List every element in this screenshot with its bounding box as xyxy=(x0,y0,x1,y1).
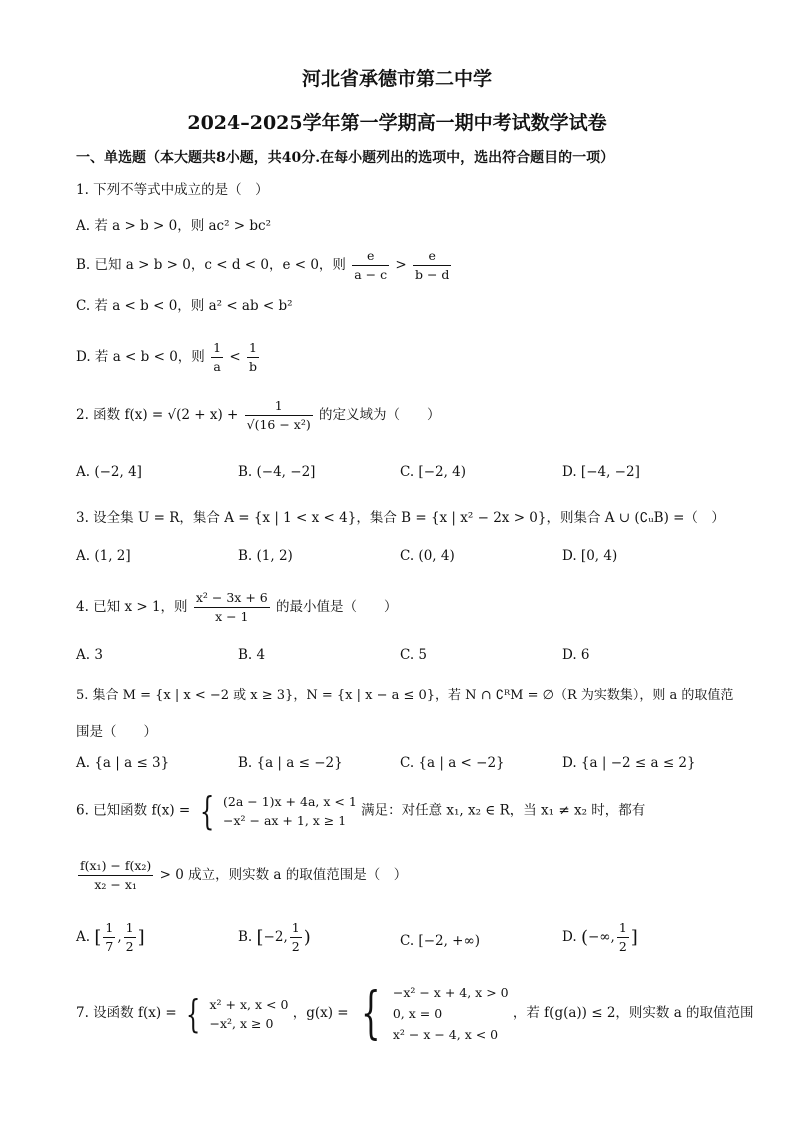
q1-option-b xyxy=(76,248,453,283)
q2-text-end: 的定义域为（ ） xyxy=(319,407,441,423)
close-bracket: ] xyxy=(137,927,145,948)
section-heading: 一、单选题（本大题共8小题，共40分.在每小题列出的选项中，选出符合题目的一项） xyxy=(76,150,615,166)
option-label: D. xyxy=(562,929,577,945)
q1-option-a: A. 若 a > b > 0，则 ac² > bc² xyxy=(76,218,272,234)
denominator: √(16 − x²) xyxy=(246,417,311,432)
open-bracket: [ xyxy=(256,927,264,948)
q1-option-d xyxy=(76,340,261,375)
q3-option-b: B. (1, 2) xyxy=(238,548,293,564)
q5-option-a: A. {a | a ≤ 3} xyxy=(76,755,170,771)
school-title: 河北省承德市第二中学 xyxy=(301,68,492,90)
q1-b-gt: > xyxy=(395,257,407,273)
numerator: 1 xyxy=(245,398,313,416)
denominator: 7 xyxy=(105,939,114,954)
q1-d-text: D. 若 a < b < 0，则 xyxy=(76,349,205,365)
comma: , xyxy=(117,929,122,945)
numerator: 1 xyxy=(103,920,115,938)
q1-d-fraction-2 xyxy=(247,340,259,375)
q1-d-fraction-1 xyxy=(211,340,223,375)
q4-stem xyxy=(76,590,398,625)
q5-option-d: D. {a | −2 ≤ a ≤ 2} xyxy=(562,755,696,771)
denominator: a xyxy=(213,359,221,374)
q2-option-a: A. (−2, 4] xyxy=(76,464,142,480)
q4-option-d: D. 6 xyxy=(562,647,590,663)
q7-text: 7. 设函数 f(x) = xyxy=(76,1005,177,1021)
q6-case-2: −x² − ax + 1, x ≥ 1 xyxy=(223,813,347,828)
denominator: x − 1 xyxy=(215,609,249,624)
q6-option-d xyxy=(562,920,638,955)
q3-option-d: D. [0, 4) xyxy=(562,548,618,564)
option-label: B. xyxy=(238,929,253,945)
q7-g-case-1: −x² − x + 4, x > 0 xyxy=(392,985,509,1000)
q6-option-b xyxy=(238,920,311,955)
q1-b-text: B. 已知 a > b > 0，c < d < 0，e < 0，则 xyxy=(76,257,346,273)
left-brace: { xyxy=(360,980,381,1046)
open-bracket: ( xyxy=(580,927,588,948)
q3-stem: 3. 设全集 U = R，集合 A = {x | 1 < x < 4}，集合 B = {x | x² − 2x > 0}，则集合 A ∪ (∁ᵤB) =（ ） xyxy=(76,510,725,526)
q7-stem xyxy=(76,982,754,1045)
fraction xyxy=(103,920,115,955)
q4-fraction xyxy=(194,590,270,625)
q7-g-piecewise xyxy=(393,982,509,1045)
fraction xyxy=(290,920,302,955)
q2-option-b: B. (−4, −2] xyxy=(238,464,316,480)
denominator: b xyxy=(248,359,257,374)
close-bracket: ] xyxy=(630,927,638,948)
q4-option-b: B. 4 xyxy=(238,647,266,663)
q6-stem xyxy=(76,789,646,833)
left-brace: { xyxy=(199,789,214,833)
denominator: a − c xyxy=(354,267,388,282)
q2-stem xyxy=(76,398,441,433)
q5-stem-line2: 围是（ ） xyxy=(76,724,157,740)
q5-option-c: C. {a | a < −2} xyxy=(400,755,505,771)
q1-stem: 1. 下列不等式中成立的是（ ） xyxy=(76,182,269,198)
q6-text: 6. 已知函数 f(x) = xyxy=(76,802,191,819)
q2-option-d: D. [−4, −2] xyxy=(562,464,640,480)
numerator: e xyxy=(413,248,451,266)
q6-condition xyxy=(76,858,407,893)
numerator: 1 xyxy=(290,920,302,938)
value: −2, xyxy=(263,929,288,945)
q5-stem-line1: 5. 集合 M = {x | x < −2 或 x ≥ 3}，N = {x | x − a ≤ 0}，若 N ∩ ∁ᴿM = ∅（R 为实数集），则 a 的取值范 xyxy=(76,688,734,703)
q1-d-lt: < xyxy=(229,349,241,365)
q2-fraction xyxy=(245,398,313,433)
q7-g-text: ，g(x) = xyxy=(292,1005,349,1021)
numerator: 1 xyxy=(124,920,136,938)
denominator: 2 xyxy=(291,939,300,954)
q6-piecewise xyxy=(223,792,357,830)
denominator: b − d xyxy=(415,267,450,282)
q7-f-case-2: −x², x ≥ 0 xyxy=(209,1015,274,1031)
option-label: A. xyxy=(76,929,91,945)
q7-g-case-2: 0, x = 0 xyxy=(392,1006,443,1021)
q4-option-a: A. 3 xyxy=(76,647,103,663)
q6-option-c: C. [−2, +∞) xyxy=(400,933,481,949)
q3-option-c: C. (0, 4) xyxy=(400,548,455,564)
q2-option-c: C. [−2, 4) xyxy=(400,464,467,480)
q7-f-piecewise xyxy=(210,995,289,1033)
q7-f-case-1: x² + x, x < 0 xyxy=(209,996,289,1012)
numerator: x² − 3x + 6 xyxy=(194,590,270,608)
denominator: x₂ − x₁ xyxy=(94,877,137,892)
close-bracket: ) xyxy=(303,927,311,948)
value: −∞, xyxy=(587,929,615,945)
fraction xyxy=(124,920,136,955)
q6-case-1: (2a − 1)x + 4a, x < 1 xyxy=(223,794,357,809)
q1-b-fraction-2 xyxy=(413,248,451,283)
q4-option-c: C. 5 xyxy=(400,647,428,663)
q6-condition-text: > 0 成立，则实数 a 的取值范围是（ ） xyxy=(159,867,408,883)
open-bracket: [ xyxy=(94,927,102,948)
q6-fraction xyxy=(78,858,153,893)
q4-text-end: 的最小值是（ ） xyxy=(276,599,398,615)
q7-g-case-3: x² − x − 4, x < 0 xyxy=(392,1027,499,1042)
q1-option-c: C. 若 a < b < 0，则 a² < ab < b² xyxy=(76,298,293,314)
q4-text: 4. 已知 x > 1，则 xyxy=(76,599,188,615)
exam-title: 2024–2025学年第一学期高一期中考试数学试卷 xyxy=(187,112,607,134)
numerator: f(x₁) − f(x₂) xyxy=(78,858,153,876)
numerator: 1 xyxy=(247,340,259,358)
q7-text-end: ，若 f(g(a)) ≤ 2，则实数 a 的取值范围 xyxy=(512,1005,754,1021)
q6-option-a xyxy=(76,920,145,955)
denominator: 2 xyxy=(125,939,134,954)
q1-b-fraction-1 xyxy=(352,248,389,283)
q5-option-b: B. {a | a ≤ −2} xyxy=(238,755,343,771)
q3-option-a: A. (1, 2] xyxy=(76,548,131,564)
denominator: 2 xyxy=(618,939,627,954)
q2-text: 2. 函数 f(x) = √(2 + x) + xyxy=(76,407,239,423)
q6-text-end: 满足：对任意 x₁, x₂ ∈ R，当 x₁ ≠ x₂ 时，都有 xyxy=(361,802,646,819)
numerator: 1 xyxy=(211,340,223,358)
numerator: 1 xyxy=(617,920,629,938)
fraction xyxy=(617,920,629,955)
numerator: e xyxy=(352,248,389,266)
left-brace: { xyxy=(185,991,201,1036)
